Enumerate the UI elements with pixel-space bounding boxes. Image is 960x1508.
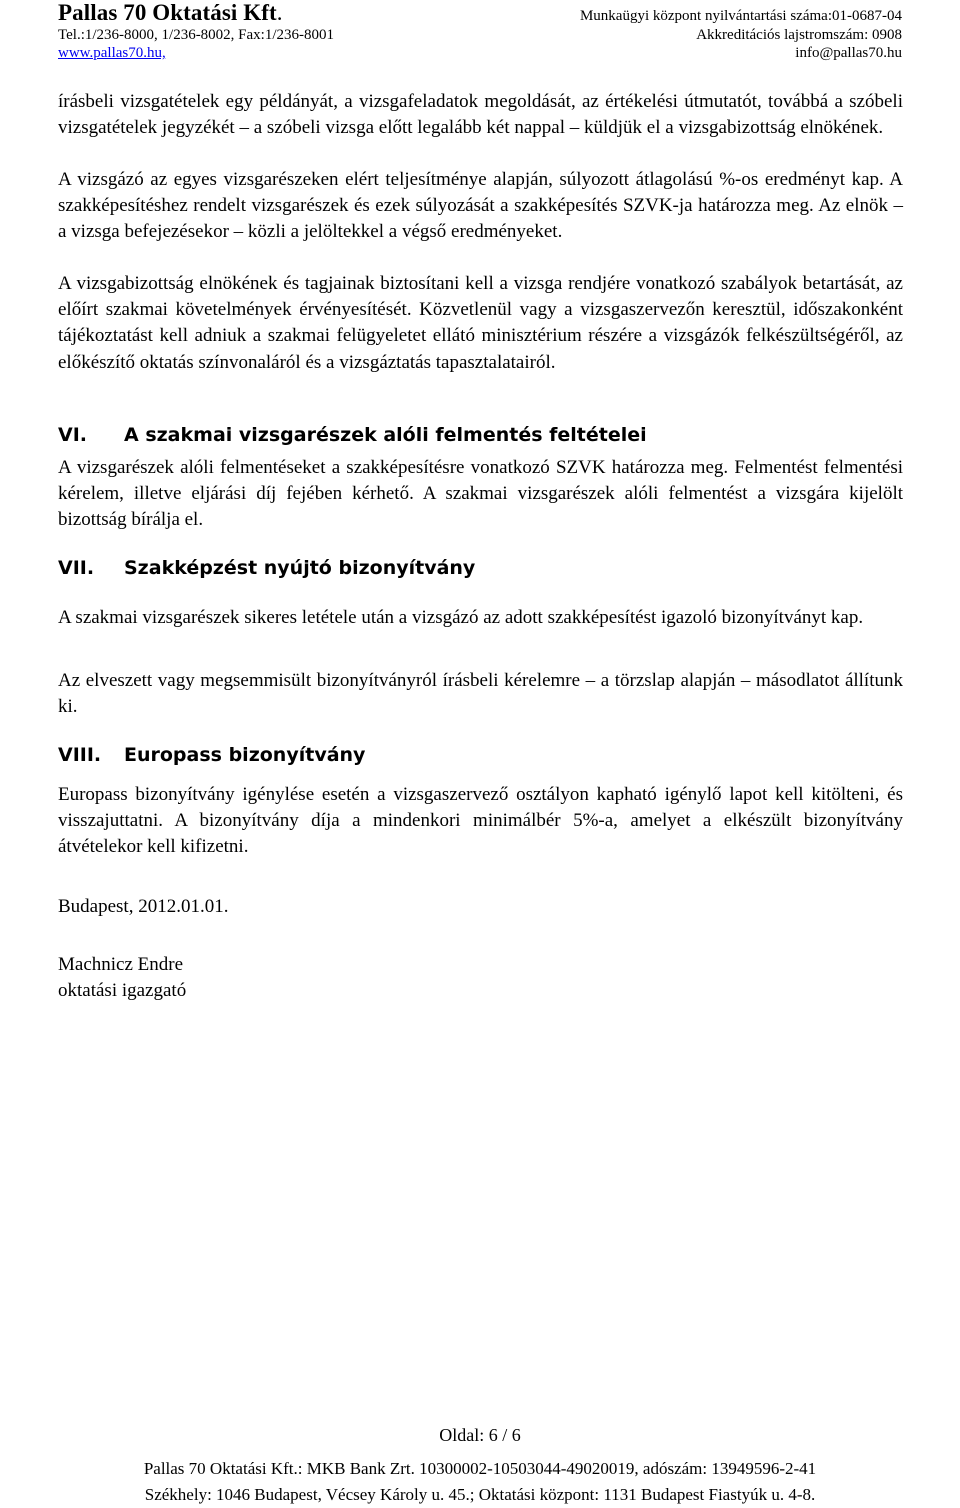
section-title: Europass bizonyítvány bbox=[124, 744, 366, 766]
paragraph-certificate: A szakmai vizsgarészek sikeres letétele után a vizsgázó az adott szakképesítést igazoló bizonyítványt kap. bbox=[58, 607, 864, 628]
place-date: Budapest, 2012.01.01. bbox=[58, 896, 229, 917]
section-number: VIII. bbox=[58, 744, 102, 766]
paragraph-duplicate: Az elveszett vagy megsemmisült bizonyítványról írásbeli kérelemre – a törzslap alapján – másodlatot állítunk ki. bbox=[58, 670, 903, 718]
email-address: info@pallas70.hu bbox=[795, 45, 902, 61]
registration-number: Munkaügyi központ nyilvántartási száma:01-0687-04 bbox=[579, 8, 902, 24]
website-link[interactable]: www.pallas70.hu, bbox=[58, 45, 166, 61]
section-heading-vi bbox=[58, 424, 647, 446]
page-number: Oldal: 6 / 6 bbox=[439, 1425, 521, 1445]
section-title: Szakképzést nyújtó bizonyítvány bbox=[124, 557, 476, 579]
section-heading-vii bbox=[58, 557, 475, 579]
accreditation-number: Akkreditációs lajstromszám: 0908 bbox=[696, 27, 902, 43]
signer-title: oktatási igazgató bbox=[58, 980, 187, 1001]
phone-fax: Tel.:1/236-8000, 1/236-8002, Fax:1/236-8001 bbox=[58, 27, 335, 43]
section-number: VII. bbox=[58, 557, 95, 579]
paragraph-exam-documents: írásbeli vizsgatételek egy példányát, a vizsgafeladatok megoldását, az értékelési útmutatót, továbbá a szóbeli vizsgatételek jegyzékét – a szóbeli vizsga előtt legalább két nappal – küldjük el a vizsgabizottság elnökének. bbox=[58, 91, 903, 139]
footer-bank-info: Pallas 70 Oktatási Kft.: MKB Bank Zrt. 10300002-10503044-49020019, adószám: 13949596-2-41 bbox=[143, 1459, 817, 1478]
paragraph-europass: Europass bizonyítvány igénylése esetén a vizsgaszervező osztályon kapható igénylő lapot kell kitölteni, és visszajuttatni. A bizonyítvány díja a mindenkori minimálbér 5%-a, amelyet a elkészült bizonyítvány átvételekor kell kifizetni. bbox=[58, 784, 903, 858]
company-name-dot: . bbox=[276, 0, 283, 25]
section-heading-viii bbox=[58, 744, 365, 766]
company-name: Pallas 70 Oktatási Kft. bbox=[58, 0, 283, 25]
page-header bbox=[0, 0, 960, 70]
paragraph-exemption: A vizsgarészek alóli felmentéseket a szakképesítésre vonatkozó SZVK határozza meg. Felmentést felmentési kérelem, illetve eljárási díj fejében kérhető. A szakmai vizsgarészek alóli felmentést a vizsgára kijelölt bizottság bírálja el. bbox=[58, 457, 903, 531]
paragraph-committee-duties: A vizsgabizottság elnökének és tagjainak biztosítani kell a vizsga rendjére vonatkozó szabályok betartását, az előírt szakmai követelmények érvényesítését. Közvetlenül vagy a vizsgaszervezőn keresztül, időszakonként tájékoztatást kell adniuk a szakmai felügyeletet ellátó minisztérium részére a vizsgázók felkészültségéről, az előkészítő oktatás színvonaláról és a vizsgáztatás tapasztalatairól. bbox=[58, 273, 903, 373]
paragraph-exam-result: A vizsgázó az egyes vizsgarészeken elért teljesítménye alapján, súlyozott átlagolású %-os eredményt kap. A szakképesítéshez rendelt vizsgarészek és ezek súlyozását a szakképesítés SZVK-ja határozza meg. Az elnök – a vizsga befejezésekor – közli a jelöltekkel a végső eredményeket. bbox=[58, 169, 903, 243]
footer-address: Székhely: 1046 Budapest, Vécsey Károly u. 45.; Oktatási központ: 1131 Budapest Fiastyúk u. 4-8. bbox=[144, 1485, 816, 1504]
section-title: A szakmai vizsgarészek alóli felmentés feltételei bbox=[124, 424, 647, 446]
section-number: VI. bbox=[58, 424, 87, 446]
signer-name: Machnicz Endre bbox=[58, 954, 184, 975]
